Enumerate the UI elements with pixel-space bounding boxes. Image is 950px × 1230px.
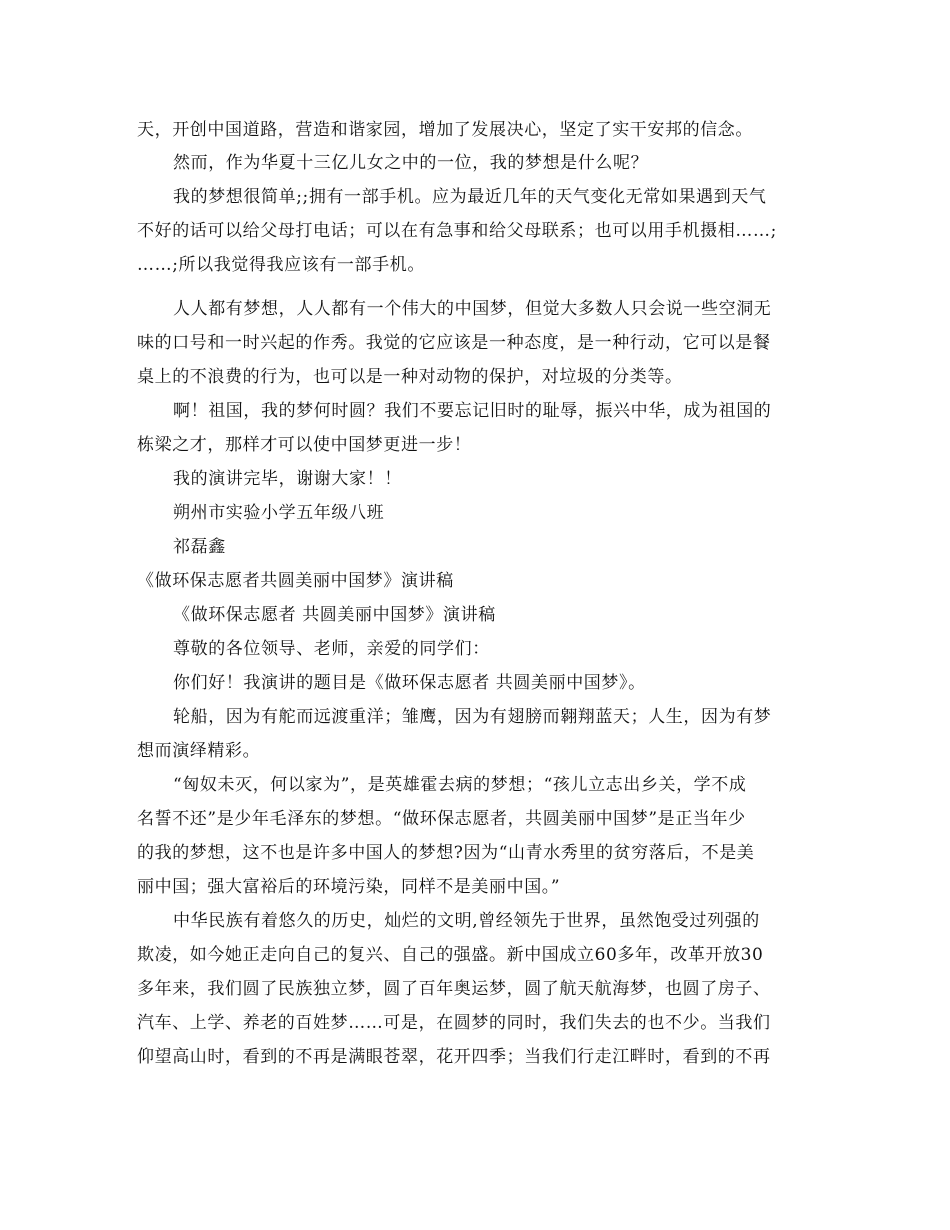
text-line: 多年来，我们圆了民族独立梦，圆了百年奥运梦，圆了航天航海梦，也圆了房子、 <box>137 979 771 999</box>
text-line: 汽车、上学、养老的百姓梦……可是，在圆梦的同时，我们失去的也不少。当我们 <box>137 1013 771 1033</box>
text-line: 人人都有梦想，人人都有一个伟大的中国梦，但觉大多数人只会说一些空洞无 <box>173 299 772 319</box>
speech-title: 《做环保志愿者 共圆美丽中国梦》演讲稿 <box>173 605 496 625</box>
text-line: 欺凌，如今她正走向自己的复兴、自己的强盛。新中国成立60多年，改革开放30 <box>137 945 764 965</box>
text-line: 名誓不还”是少年毛泽东的梦想。“做环保志愿者，共圆美丽中国梦”是正当年少 <box>137 809 746 829</box>
section-heading: 《做环保志愿者共圆美丽中国梦》演讲稿 <box>137 571 454 591</box>
signature-school: 朔州市实验小学五年级八班 <box>173 503 385 523</box>
signature-name: 祁磊鑫 <box>173 537 226 557</box>
text-line: ……;所以我觉得我应该有一部手机。 <box>137 255 425 275</box>
text-line: 然而，作为华夏十三亿儿女之中的一位，我的梦想是什么呢？ <box>173 153 649 173</box>
text-line: 中华民族有着悠久的历史，灿烂的文明,曾经领先于世界，虽然饱受过列强的 <box>173 911 760 931</box>
text-line: 轮船，因为有舵而远渡重洋；雏鹰，因为有翅膀而翱翔蓝天；人生，因为有梦 <box>173 707 772 727</box>
text-line: 天，开创中国道路，营造和谐家园，增加了发展决心，坚定了实干安邦的信念。 <box>137 120 753 140</box>
text-line: 啊！祖国，我的梦何时圆？我们不要忘记旧时的耻辱，振兴中华，成为祖国的 <box>173 401 772 421</box>
text-line: 味的口号和一时兴起的作秀。我觉的它应该是一种态度，是一种行动，它可以是餐 <box>137 333 771 353</box>
text-line: 我的梦想很简单;;拥有一部手机。应为最近几年的天气变化无常如果遇到天气 <box>173 187 767 207</box>
text-line: 仰望高山时，看到的不再是满眼苍翠，花开四季；当我们行走江畔时，看到的不再 <box>137 1047 771 1067</box>
text-line: 栋梁之才，那样才可以使中国梦更进一步！ <box>137 435 472 455</box>
text-line: 不好的话可以给父母打电话；可以在有急事和给父母联系；也可以用手机摄相……; <box>137 221 777 241</box>
text-line: 你们好！我演讲的题目是《做环保志愿者 共圆美丽中国梦》。 <box>173 673 646 693</box>
text-line: 想而演绎精彩。 <box>137 741 261 761</box>
text-line: 桌上的不浪费的行为，也可以是一种对动物的保护，对垃圾的分类等。 <box>137 367 683 387</box>
text-line: 丽中国；强大富裕后的环境污染，同样不是美丽中国。” <box>137 877 561 897</box>
text-line: 我的演讲完毕，谢谢大家！！ <box>173 469 402 489</box>
text-line: “匈奴未灭，何以家为”，是英雄霍去病的梦想；“孩儿立志出乡关，学不成 <box>173 775 747 795</box>
text-line: 的我的梦想，这不也是许多中国人的梦想?因为“山青水秀里的贫穷落后，不是美 <box>137 843 755 863</box>
salutation: 尊敬的各位领导、老师，亲爱的同学们： <box>173 639 490 659</box>
